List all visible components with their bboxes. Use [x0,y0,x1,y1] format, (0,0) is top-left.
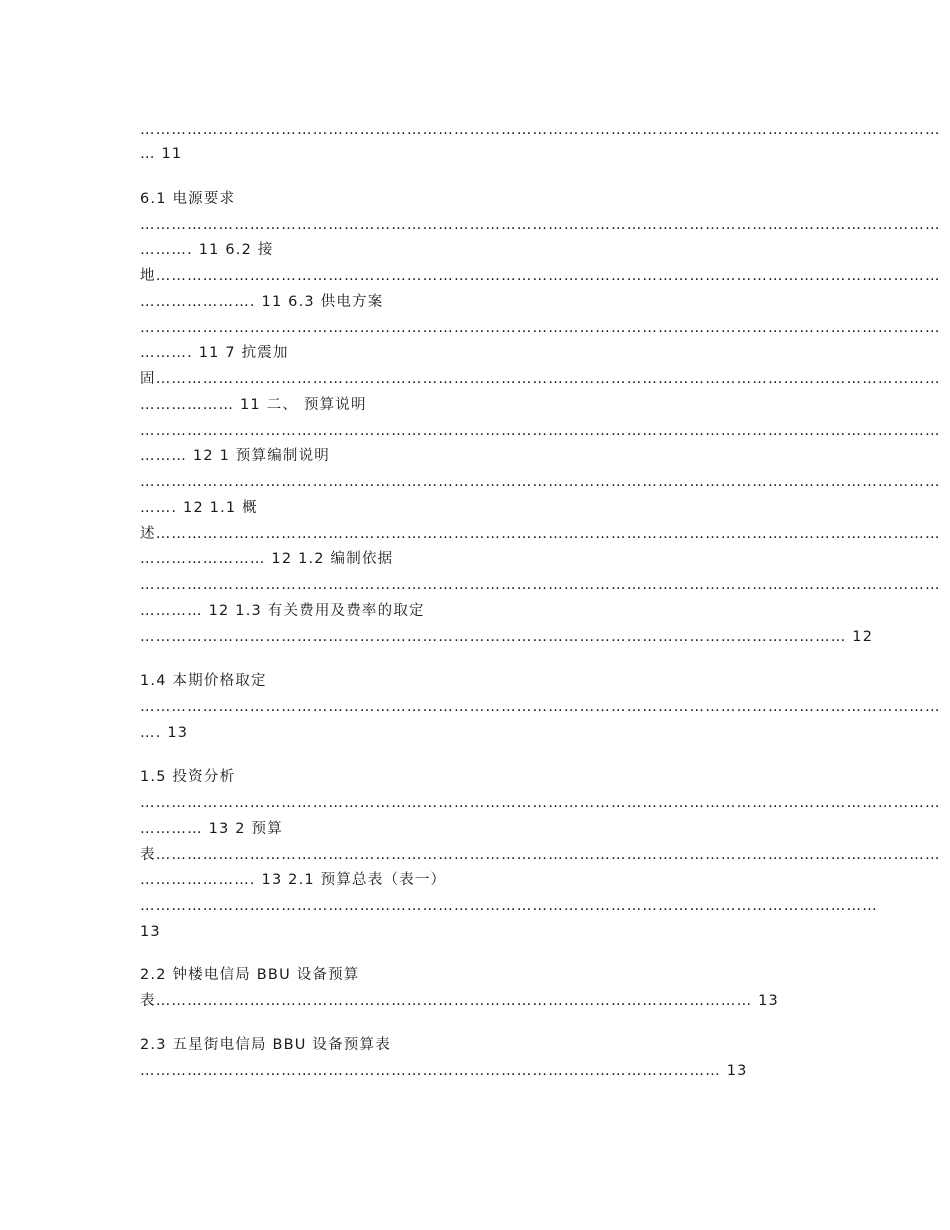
toc-line-6: 地…………………………………………………………………………………………………………………………………… [140,268,941,284]
toc-line-14: ……………………………………………………………………………………………………………………………………… [140,474,941,490]
toc-line-23: …. 13 [140,725,189,741]
toc-line-25: ……………………………………………………………………………………………………………………………………… [140,795,941,811]
toc-line-15: ……. 12 1.1 概 [140,500,258,516]
toc-line-12: ……………………………………………………………………………………………………………………………………… [140,423,941,439]
toc-line-32: 表…………………………………………………………………………………………………… 13 [140,993,779,1009]
toc-line-8: ……………………………………………………………………………………………………………………………………… [140,320,941,336]
toc-line-30: 13 [140,924,161,940]
toc-line-17: …………………… 12 1.2 编制依据 [140,551,394,567]
toc-line-26: ………… 13 2 预算 [140,821,283,837]
toc-line-34: ………………………………………………………………………………………………… 13 [140,1063,748,1079]
toc-line-1: ……………………………………………………………………………………………………………………………………… [140,122,941,138]
toc-line-5: ………. 11 6.2 接 [140,242,274,258]
toc-line-20: ……………………………………………………………………………………………………………………… 12 [140,629,874,645]
toc-line-11: ……………… 11 二、 预算说明 [140,397,367,413]
toc-line-4: ……………………………………………………………………………………………………………………………………… [140,217,941,233]
toc-line-10: 固…………………………………………………………………………………………………………………………………… [140,371,941,387]
toc-line-18: ……………………………………………………………………………………………………………………………………… [140,577,941,593]
toc-line-22: ……………………………………………………………………………………………………………………………………… [140,699,941,715]
toc-line-3: 6.1 电源要求 [140,191,236,207]
toc-line-16: 述…………………………………………………………………………………………………………………………………… [140,526,941,542]
toc-line-24: 1.5 投资分析 [140,769,236,785]
toc-line-31: 2.2 钟楼电信局 BBU 设备预算 [140,967,360,983]
toc-line-2: … 11 [140,146,183,162]
toc-line-21: 1.4 本期价格取定 [140,673,267,689]
toc-line-27: 表…………………………………………………………………………………………………………………………………… [140,847,941,863]
toc-line-19: ………… 12 1.3 有关费用及费率的取定 [140,603,425,619]
toc-line-7: …………………. 11 6.3 供电方案 [140,294,384,310]
toc-line-28: …………………. 13 2.1 预算总表（表一） [140,872,447,888]
toc-line-13: ……… 12 1 预算编制说明 [140,448,331,464]
toc-line-9: ………. 11 7 抗震加 [140,345,289,361]
toc-line-33: 2.3 五星街电信局 BBU 设备预算表 [140,1037,391,1053]
toc-line-29: …………………………………………………………………………………………………………………………… [140,898,878,914]
